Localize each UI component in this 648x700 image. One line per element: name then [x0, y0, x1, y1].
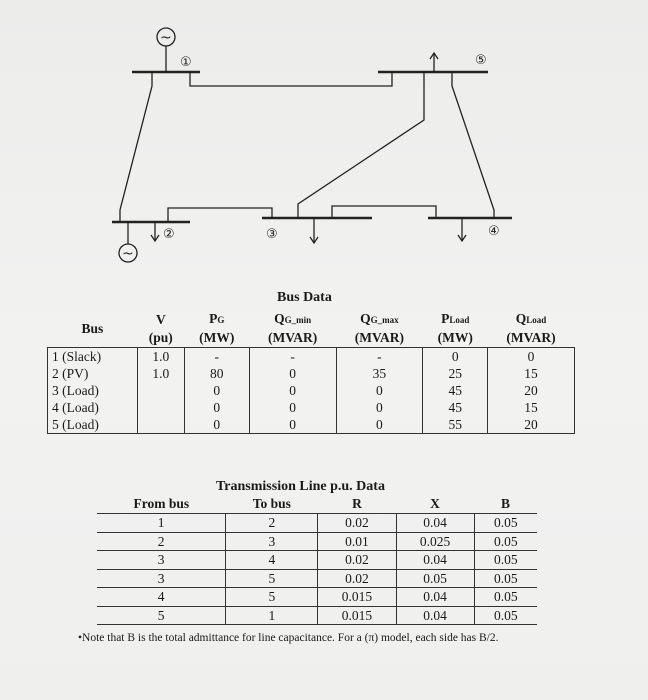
x-cell: 0.04 [396, 588, 474, 607]
qgmin-cell: - [249, 348, 336, 366]
line-3-5 [298, 72, 424, 218]
pg-cell: 0 [184, 382, 249, 399]
table-row [48, 416, 575, 434]
b-col-header: B [474, 495, 537, 514]
table-row [97, 514, 537, 533]
qgmax-cell: 35 [336, 365, 423, 382]
qgmin-cell: 0 [249, 416, 336, 434]
qgmax-unit: (MVAR) [354, 330, 405, 345]
line-data-title: Transmission Line p.u. Data [216, 479, 385, 494]
pg-cell: - [184, 348, 249, 366]
r-cell: 0.01 [318, 532, 396, 551]
bus-2-number: ② [163, 227, 175, 242]
b-cell: 0.05 [474, 606, 537, 625]
qload-cell: 20 [488, 382, 575, 399]
x-cell: 0.04 [396, 514, 474, 533]
qload-col-header: QLoad [515, 311, 547, 326]
qgmax-cell: 0 [336, 399, 423, 416]
x-cell: 0.04 [396, 606, 474, 625]
pload-cell: 45 [423, 382, 488, 399]
table-row [97, 606, 537, 625]
one-line-diagram [0, 0, 648, 290]
table-row [48, 348, 575, 366]
from-cell: 3 [97, 551, 226, 570]
r-cell: 0.015 [318, 606, 396, 625]
qgmax-cell: 0 [336, 416, 423, 434]
qgmin-col-header: QG_min [274, 311, 312, 326]
v-cell [137, 416, 184, 434]
generator-2-symbol: ~ [122, 246, 134, 262]
qgmin-cell: 0 [249, 365, 336, 382]
r-col-header: R [318, 495, 396, 514]
qload-cell: 0 [488, 348, 575, 366]
b-cell: 0.05 [474, 551, 537, 570]
line-data-table [97, 495, 537, 625]
line-4-5 [452, 72, 494, 218]
pload-unit: (MW) [437, 330, 473, 345]
to-cell: 5 [226, 588, 318, 607]
v-cell: 1.0 [137, 348, 184, 366]
footnote: •Note that B is the total admittance for line capacitance. For a (π) model, each side has B/2. [78, 632, 499, 644]
x-cell: 0.04 [396, 551, 474, 570]
qload-unit: (MVAR) [506, 330, 556, 345]
bus-data-table [47, 310, 575, 434]
table-row [97, 532, 537, 551]
to-col-header: To bus [226, 495, 318, 514]
v-cell [137, 399, 184, 416]
bus-1-number: ① [180, 55, 192, 70]
table-row [97, 551, 537, 570]
v-cell: 1.0 [137, 365, 184, 382]
bus-cell: 1 (Slack) [48, 348, 138, 366]
pg-col-header: PG [209, 311, 225, 326]
to-cell: 5 [226, 569, 318, 588]
qload-cell: 15 [488, 399, 575, 416]
qgmin-cell: 0 [249, 399, 336, 416]
qload-cell: 15 [488, 365, 575, 382]
pg-cell: 0 [184, 399, 249, 416]
from-cell: 5 [97, 606, 226, 625]
qgmin-cell: 0 [249, 382, 336, 399]
bus-cell: 4 (Load) [48, 399, 138, 416]
to-cell: 2 [226, 514, 318, 533]
to-cell: 3 [226, 532, 318, 551]
r-cell: 0.02 [318, 551, 396, 570]
v-col-header: V [155, 311, 166, 327]
line-3-4 [332, 206, 436, 218]
line-2-3 [168, 208, 272, 222]
b-cell: 0.05 [474, 588, 537, 607]
line-1-5 [190, 72, 392, 86]
v-cell [137, 382, 184, 399]
qload-cell: 20 [488, 416, 575, 434]
v-unit: (pu) [148, 330, 173, 345]
b-cell: 0.05 [474, 532, 537, 551]
b-cell: 0.05 [474, 514, 537, 533]
bus-5-number: ⑤ [475, 53, 487, 68]
from-col-header: From bus [97, 495, 226, 514]
r-cell: 0.02 [318, 569, 396, 588]
qgmin-unit: (MVAR) [267, 330, 318, 345]
b-cell: 0.05 [474, 569, 537, 588]
line-1-2 [120, 72, 152, 222]
pload-cell: 55 [423, 416, 488, 434]
from-cell: 4 [97, 588, 226, 607]
r-cell: 0.02 [318, 514, 396, 533]
r-cell: 0.015 [318, 588, 396, 607]
qgmax-cell: 0 [336, 382, 423, 399]
table-row [48, 399, 575, 416]
table-row [48, 365, 575, 382]
x-cell: 0.025 [396, 532, 474, 551]
bus-4-number: ④ [488, 224, 500, 239]
bus-cell: 2 (PV) [48, 365, 138, 382]
table-row [48, 382, 575, 399]
bus-cell: 3 (Load) [48, 382, 138, 399]
to-cell: 1 [226, 606, 318, 625]
table-row [97, 569, 537, 588]
pg-cell: 0 [184, 416, 249, 434]
table-row [97, 588, 537, 607]
pload-col-header: PLoad [441, 311, 470, 326]
x-col-header: X [396, 495, 474, 514]
bus-3-number: ③ [266, 227, 278, 242]
bus-cell: 5 (Load) [48, 416, 138, 434]
pload-cell: 25 [423, 365, 488, 382]
bus-data-title: Bus Data [277, 290, 332, 305]
pg-unit: (MW) [199, 330, 235, 345]
pg-cell: 80 [184, 365, 249, 382]
to-cell: 4 [226, 551, 318, 570]
from-cell: 3 [97, 569, 226, 588]
x-cell: 0.05 [396, 569, 474, 588]
bus-col-header: Bus [81, 320, 104, 336]
pload-cell: 45 [423, 399, 488, 416]
from-cell: 1 [97, 514, 226, 533]
qgmax-col-header: QG_max [360, 311, 399, 326]
pload-cell: 0 [423, 348, 488, 366]
from-cell: 2 [97, 532, 226, 551]
generator-1-symbol: ~ [160, 30, 172, 46]
qgmax-cell: - [336, 348, 423, 366]
